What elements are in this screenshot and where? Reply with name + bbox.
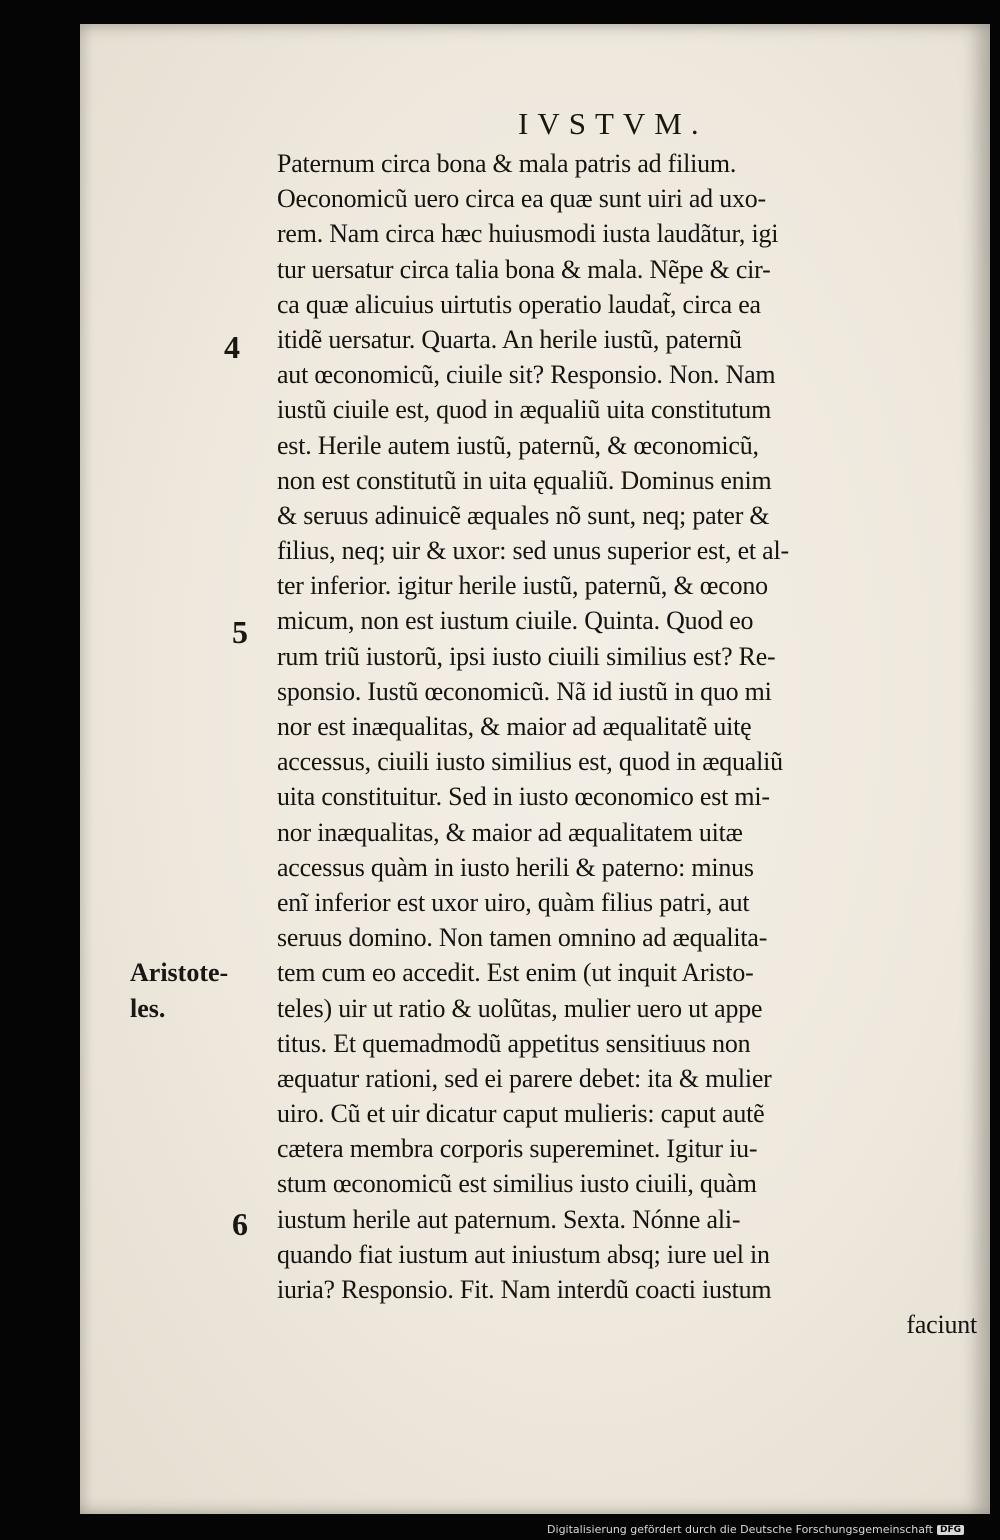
text-line: filius, neq; uir & uxor: sed unus superior est, et al- bbox=[277, 536, 789, 566]
digitization-credit bbox=[547, 1523, 964, 1536]
text-line: ca quæ alicuius uirtutis operatio laudat̃, circa ea bbox=[277, 289, 761, 319]
margin-note-line: les. bbox=[130, 994, 166, 1023]
text-line: nor est inæqualitas, & maior ad æqualitatẽ uitę bbox=[277, 712, 752, 741]
text-line: micum, non est iustum ciuile. Quinta. Quod eo bbox=[277, 606, 754, 636]
text-line: uita constituitur. Sed in iusto œconomico est mi- bbox=[277, 782, 770, 812]
text-line: rem. Nam circa hæc huiusmodi iusta laudãtur, igi bbox=[277, 219, 779, 249]
text-line: Oeconomicũ uero circa ea quæ sunt uiri ad uxo- bbox=[277, 184, 766, 214]
text-line: aut œconomicũ, ciuile sit? Responsio. Non. Nam bbox=[277, 360, 776, 390]
text-line: & seruus adinuicẽ æquales nõ sunt, neq; pater & bbox=[277, 500, 770, 530]
text-line: ter inferior. igitur herile iustũ, paternũ, & œcono bbox=[277, 571, 768, 601]
margin-number-4: 4 bbox=[224, 329, 240, 365]
text-line: iustũ ciuile est, quod in æqualiũ uita constitutum bbox=[277, 395, 772, 425]
text-line: stum œconomicũ est similius iusto ciuili, quàm bbox=[277, 1169, 757, 1199]
text-line: iustum herile aut paternum. Sexta. Nónne ali- bbox=[277, 1204, 741, 1234]
text-line: sponsio. Iustũ œconomicũ. Nã id iustũ in quo mi bbox=[277, 676, 772, 706]
text-line: seruus domino. Non tamen omnino ad æqualita- bbox=[277, 923, 768, 953]
margin-number-5: 5 bbox=[232, 614, 248, 650]
text-line: teles) uir ut ratio & uolũtas, mulier uero ut appe bbox=[277, 993, 763, 1023]
margin-note-line: Aristote- bbox=[130, 958, 229, 987]
margin-number-6: 6 bbox=[232, 1206, 248, 1242]
text-line: itidẽ uersatur. Quarta. An herile iustũ, paternũ bbox=[277, 324, 742, 354]
text-line: Paternum circa bona & mala patris ad filium. bbox=[277, 149, 737, 178]
text-line: rum triũ iustorũ, ipsi iusto ciuili similius est? Re- bbox=[277, 641, 776, 671]
text-line: accessus, ciuili iusto similius est, quod in æqualiũ bbox=[277, 747, 783, 777]
text-line: nor inæqualitas, & maior ad æqualitatem uitæ bbox=[277, 817, 743, 847]
text-line: tem cum eo accedit. Est enim (ut inquit Aristo- bbox=[277, 958, 754, 988]
body-text bbox=[277, 146, 977, 1342]
text-line: est. Herile autem iustũ, paternũ, & œconomicũ, bbox=[277, 430, 759, 460]
running-head: IVSTVM. bbox=[518, 106, 708, 141]
text-line: cætera membra corporis supereminet. Igitur iu- bbox=[277, 1134, 758, 1164]
text-line: æquatur rationi, sed ei parere debet: ita & mulier bbox=[277, 1063, 772, 1093]
text-line: uiro. Cũ et uir dicatur caput mulieris: caput autẽ bbox=[277, 1099, 765, 1129]
dfg-logo-icon: DFG bbox=[937, 1525, 964, 1535]
text-line: iuria? Responsio. Fit. Nam interdũ coacti iustum bbox=[277, 1275, 772, 1304]
text-line: titus. Et quemadmodũ appetitus sensitiuus non bbox=[277, 1028, 751, 1058]
text-line: tur uersatur circa talia bona & mala. Nẽpe & cir- bbox=[277, 254, 771, 284]
text-line: non est constitutũ in uita ęqualiũ. Dominus enim bbox=[277, 465, 772, 495]
text-line: accessus quàm in iusto herili & paterno: minus bbox=[277, 852, 754, 882]
text-line: faciunt bbox=[906, 1310, 977, 1340]
credit-text: Digitalisierung gefördert durch die Deutsche Forschungsgemeinschaft bbox=[547, 1523, 933, 1536]
margin-note-aristoteles bbox=[130, 955, 228, 1027]
text-line: enĩ inferior est uxor uiro, quàm filius patri, aut bbox=[277, 887, 750, 917]
text-line: quando fiat iustum aut iniustum absq; iure uel in bbox=[277, 1239, 770, 1269]
